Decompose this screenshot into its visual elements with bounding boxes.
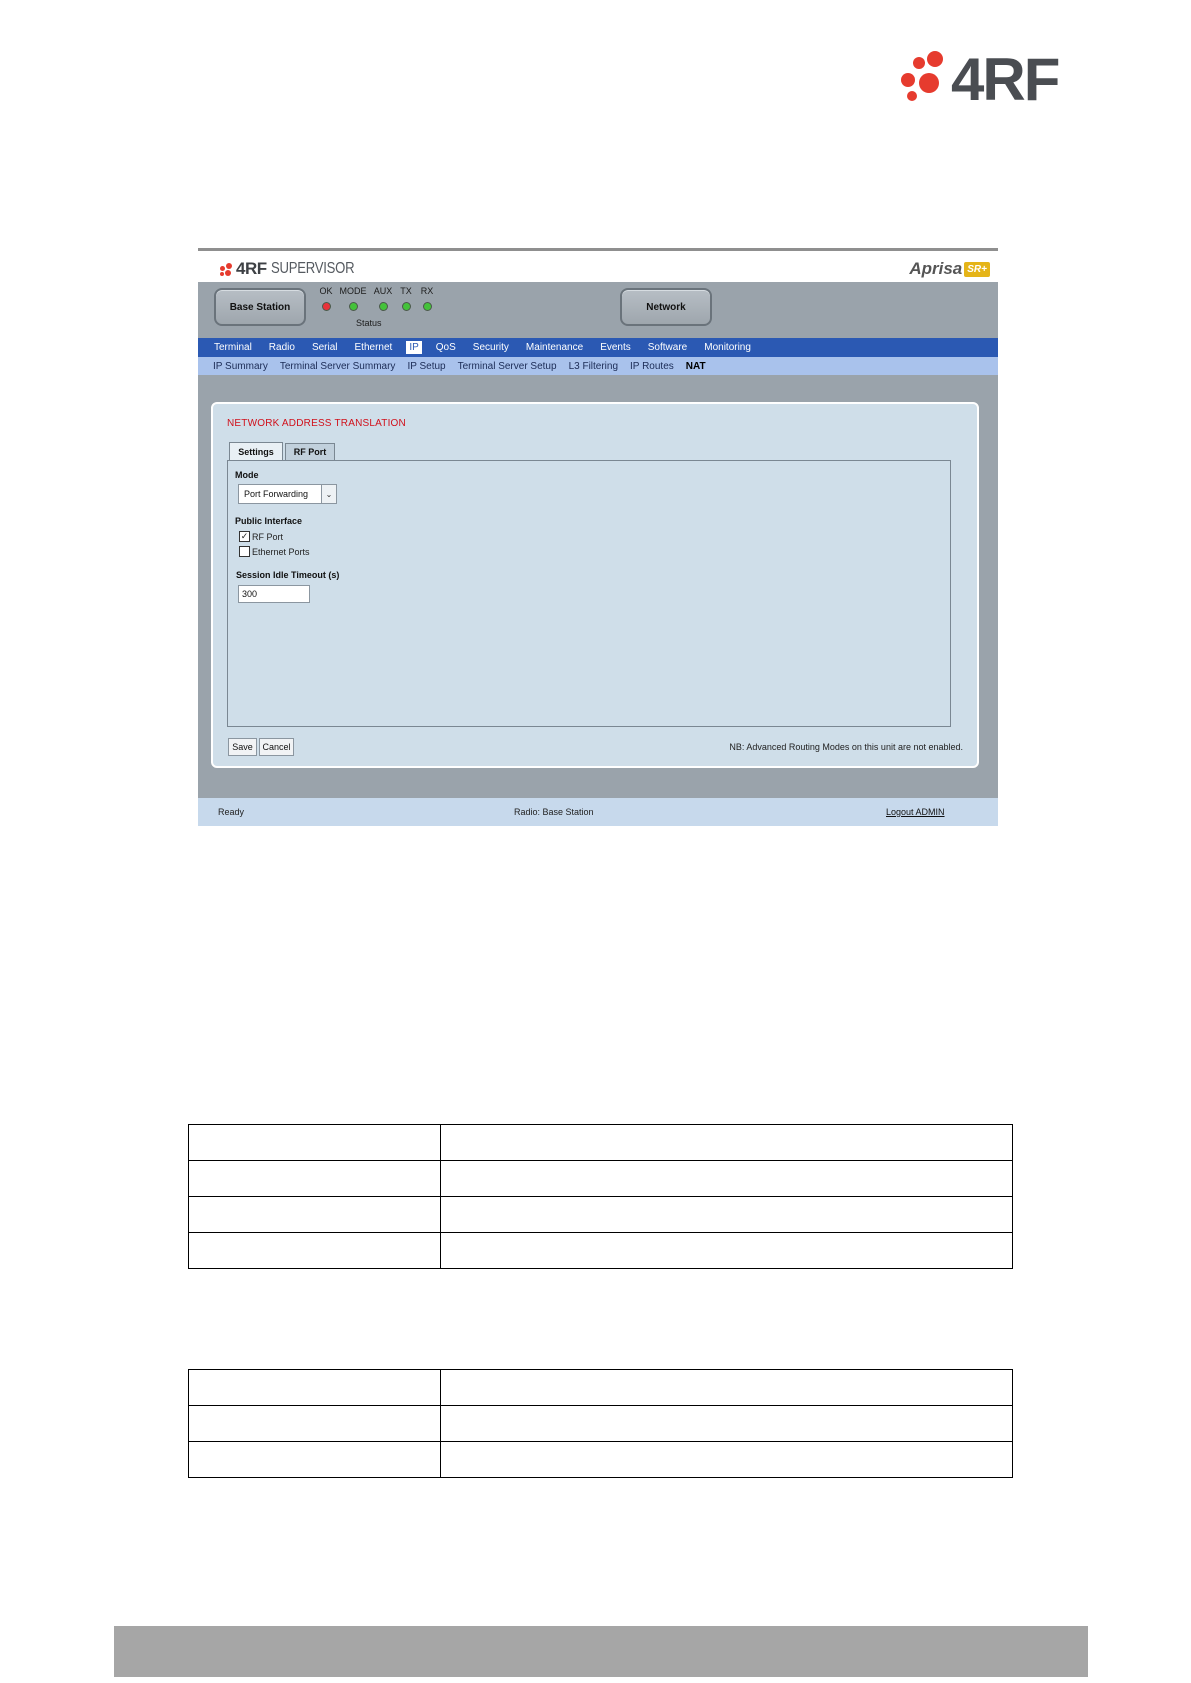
network-button[interactable]: Network	[620, 288, 712, 326]
app-title-bar	[198, 251, 998, 282]
supervisor-logo	[220, 259, 372, 279]
menu-qos[interactable]: QoS	[435, 342, 456, 353]
brand-text: 4RF	[236, 259, 267, 278]
panel-title: NETWORK ADDRESS TRANSLATION	[227, 418, 406, 429]
menu-monitoring[interactable]: Monitoring	[704, 342, 751, 353]
radio-status: Radio: Base Station	[514, 807, 594, 817]
submenu-l3-filtering[interactable]: L3 Filtering	[568, 360, 619, 372]
menu-radio[interactable]: Radio	[268, 342, 295, 353]
led-aux: AUX	[368, 286, 398, 316]
ready-status: Ready	[218, 807, 245, 817]
main-menu	[198, 338, 998, 357]
sub-menu	[198, 357, 998, 375]
menu-ethernet[interactable]: Ethernet	[354, 342, 393, 353]
parameter-table-1	[188, 1124, 1013, 1269]
table-row	[189, 1370, 1013, 1406]
submenu-ip-setup[interactable]: IP Setup	[407, 360, 446, 372]
table-row	[189, 1161, 1013, 1197]
product-text: SUPERVISOR	[270, 260, 354, 277]
page-footer-band	[114, 1626, 1088, 1677]
cancel-button[interactable]: Cancel	[259, 738, 294, 756]
mode-label: Mode	[235, 470, 259, 480]
4rf-logo	[901, 46, 1071, 113]
settings-tab-body	[227, 460, 951, 727]
status-header	[198, 282, 998, 338]
mode-select[interactable]: Port Forwarding ⌄	[238, 484, 337, 504]
submenu-ip-summary[interactable]: IP Summary	[213, 360, 268, 372]
aprisa-logo: Aprisa SR+	[909, 259, 990, 279]
logout-link[interactable]: Logout ADMIN	[886, 807, 945, 817]
led-mode: MODE	[338, 286, 368, 316]
led-rx: RX	[412, 286, 442, 316]
menu-maintenance[interactable]: Maintenance	[525, 342, 584, 353]
status-leds	[311, 286, 434, 330]
menu-ip[interactable]: IP	[406, 341, 421, 354]
save-button[interactable]: Save	[228, 738, 257, 756]
tab-settings[interactable]: Settings	[229, 442, 283, 460]
table-row	[189, 1233, 1013, 1269]
app-status-bar	[198, 798, 998, 826]
timeout-label: Session Idle Timeout (s)	[236, 570, 340, 580]
menu-serial[interactable]: Serial	[311, 342, 338, 353]
chevron-down-icon: ⌄	[321, 485, 336, 503]
submenu-terminal-server-summary[interactable]: Terminal Server Summary	[279, 360, 396, 372]
submenu-nat[interactable]: NAT	[685, 360, 706, 372]
led-tx: TX	[391, 286, 421, 316]
logo-text: 4RF	[951, 46, 1059, 113]
timeout-input[interactable]: 300	[238, 585, 310, 603]
base-station-button[interactable]: Base Station	[214, 288, 306, 326]
tab-rf-port[interactable]: RF Port	[285, 443, 335, 460]
ethernet-ports-checkbox[interactable]	[239, 546, 250, 557]
ethernet-ports-option: Ethernet Ports	[239, 546, 310, 557]
table-row	[189, 1125, 1013, 1161]
supervisor-screenshot	[198, 248, 998, 826]
table-row	[189, 1442, 1013, 1478]
submenu-ip-routes[interactable]: IP Routes	[630, 360, 674, 372]
table-row	[189, 1197, 1013, 1233]
menu-software[interactable]: Software	[647, 342, 688, 353]
menu-security[interactable]: Security	[472, 342, 509, 353]
status-label: Status	[356, 318, 382, 328]
nat-panel	[211, 402, 979, 768]
led-ok: OK	[311, 286, 341, 316]
parameter-table-2	[188, 1369, 1013, 1478]
rf-port-checkbox[interactable]: ✓	[240, 531, 249, 541]
menu-events[interactable]: Events	[600, 342, 631, 353]
submenu-terminal-server-setup[interactable]: Terminal Server Setup	[457, 360, 557, 372]
rf-port-option: ✓ RF Port	[240, 531, 284, 542]
routing-note: NB: Advanced Routing Modes on this unit are not enabled.	[729, 742, 963, 752]
table-row	[189, 1406, 1013, 1442]
public-interface-label: Public Interface	[235, 516, 303, 526]
menu-terminal[interactable]: Terminal	[214, 342, 252, 353]
